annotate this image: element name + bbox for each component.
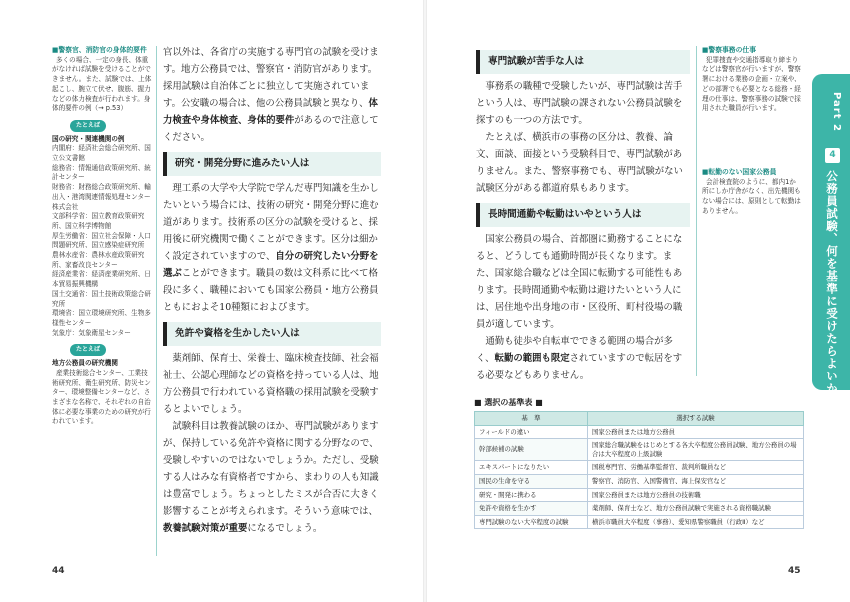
right-body [476,44,690,384]
chapter-title: 公務員試験、何を基準に受けたらよいか [825,170,839,395]
institute-list-item: 文部科学省：国立教育政策研究所、国立科学博物館 [52,212,145,230]
paragraph-specialized-exam: 事務系の職種で受験したいが、専門試験は苦手という人は、専門試験の課されない公務員試験を探すのも一つの方法です。 [476,81,683,126]
paragraph-commute: 国家公務員の場合、首都圏に勤務することになると、どうしても通勤時間が長くなります。また、国家総合職などは全国に転勤する可能性もあります。長時間通勤や転勤は避けたいという人には、居住地や出身地の市・区役所、町村役場の職員が適しています。 [476,234,683,330]
note-title-no-transfer: ■転勤のない国家公務員 [702,167,777,176]
heading-licenses: 免許や資格を生かしたい人は [163,322,381,346]
table-row [475,425,804,439]
paragraph-transfer: 通勤も徒歩や自転車でできる範囲の場合が多く、転勤の範囲も限定されていますので転居をする必要などもありません。 [476,336,683,381]
example-tag: たとえば [70,120,106,132]
table-cell-criteria: 専門試験のない大卒程度の試験 [475,515,588,529]
example-tag: たとえば [70,344,106,356]
local-institutes-body: 産業技術総合センター、工業技術研究所、衛生研究所、防災センター、環境整備センターなど、さまざまな名称で、それぞれの自治体に必要な事業のための研究が行われています。 [52,368,151,426]
table-cell-exam: 警察官、消防官、入国警備官、海上保安官など [588,474,804,488]
list-title-national-institutes: 国の研究・関連機関の例 [52,134,125,143]
institute-list-item: 気象庁：気象衛星センター [52,328,131,337]
table-cell-exam: 国家公務員または地方公務員の技術職 [588,488,804,502]
note-body-police-office: 犯罪捜査や交通指導取り締まりなどは警察官が行いますが、警察署における業務の企画・立案や、どの部署でも必要となる総務・経理の仕事は、警察事務の試験で採用された職員が行います。 [702,55,801,113]
institute-list-item: 内閣府：経済社会総合研究所、国立公文書館 [52,144,151,163]
table-row [475,474,804,488]
list-title-local-institutes: 地方公務員の研究機関 [52,359,118,368]
table-cell-criteria: フィールドの違い [475,425,588,439]
selection-criteria-table [474,411,804,529]
table-caption: ■ 選択の基準表 ■ [474,398,543,407]
chapter-number: 4 [825,148,840,163]
institute-list-item: 環境省：国立環境研究所、生物多様性センター [52,309,151,327]
table-cell-criteria: 国民の生命を守る [475,474,588,488]
paragraph-licenses: 薬剤師、保育士、栄養士、臨床検査技師、社会福祉士、公認心理師などの資格を持っている人は、地方公務員で行われている資格職の採用試験を受験するとよいでしょう。 [163,353,379,415]
table-cell-exam: 国家公務員または地方公務員 [588,425,804,439]
paragraph-yokohama: たとえば、横浜市の事務の区分は、教養、論文、面談、面接という受験科目で、専門試験がありません。また、警察事務でも、専門試験がない試験区分がある都道府県もあります。 [476,132,683,194]
institute-list-item: 厚生労働省：国立社会保障・人口問題研究所、国立感染症研究所 [52,231,151,250]
table-cell-exam: 横浜市職員大卒程度（事務）、愛知県警察職員（行政Ⅱ）など [588,515,804,529]
institute-list-item: 経済産業省：経済産業研究所、日本貿易振興機構 [52,270,151,289]
table-header-exam: 選択する試験 [588,412,804,426]
institute-list-item: 財務省：財務総合政策研究所、輸出入・港湾関連情報処理センター株式会社 [52,183,151,211]
left-sidebar [52,46,152,427]
page-number-left: 44 [52,566,65,576]
national-institutes-list [52,144,152,338]
column-divider [696,46,697,376]
table-header-criteria: 基 準 [475,412,588,426]
note-body-no-transfer: 会計検査院のように、都内1か所にしか庁舎がなく、出先機関もない場合には、原則として転勤はありません。 [702,177,801,215]
table-row [475,502,804,516]
table-cell-exam: 国税専門官、労働基準監督官、裁判所職員など [588,461,804,475]
column-divider [156,46,157,556]
note-title-police-requirements: ■警察官、消防官の身体的要件 [52,46,147,54]
table-cell-criteria: 幹部候補の試験 [475,439,588,461]
paragraph-exam-subjects: 試験科目は教養試験のほか、専門試験がありますが、保持している免許や資格に関する分野なので、受験しやすいのではないでしょうか。ただし、受験する人はみな有資格者ですから、まわりの人も知識は豊富でしょう。ちょっとしたミスが合否に大きく影響することが考えられます。そういう意味では、教養試験対策が重要になるでしょう。 [163,421,379,534]
table-row [475,461,804,475]
table-row [475,488,804,502]
table-cell-exam: 薬剤師、保育士など、地方公務員試験で実施される資格職試験 [588,502,804,516]
left-body [163,44,381,537]
table-cell-criteria: 研究・開発に携わる [475,488,588,502]
note-title-police-office: ■警察事務の仕事 [702,46,756,54]
heading-specialized-exam: 専門試験が苦手な人は [476,50,690,74]
intro-paragraph: 官以外は、各省庁の実施する専門官の試験を受けます。地方公務員では、警察官・消防官があります。採用試験は自治体ごとに独立して実施されています。公安職の場合は、他の公務員試験と異なり、体力検査や身体検査、身体的要件があるので注意してください。 [163,47,379,143]
table-header-row [475,412,804,426]
table-cell-criteria: エキスパートになりたい [475,461,588,475]
heading-commute: 長時間通勤や転勤はいやという人は [476,203,690,227]
paragraph-research: 理工系の大学や大学院で学んだ専門知識を生かしたいという場合には、技術の研究・開発分野に進む道があります。技術系の区分の試験を受けると、採用後に研究機関で働くことができます。区分は細かく設定されていますので、自分の研究したい分野を選ぶことができます。職員の数は文科系に比べて格段に多く、職種においても国家公務員・地方公務員ともにおよそ10種類におよびます。 [163,183,379,313]
institute-list-item: 総務省：情報通信政策研究所、統計センター [52,163,151,182]
institute-list-item: 国土交通省：国土技術政策総合研究所 [52,289,151,308]
part-label: Part 2 [831,92,842,132]
page-number-right: 45 [788,566,801,576]
heading-research: 研究・開発分野に進みたい人は [163,152,381,176]
table-row [475,439,804,461]
institute-list-item: 農林水産省：農林水産政策研究所、家畜改良センター [52,251,145,269]
table-cell-criteria: 免許や資格を生かす [475,502,588,516]
table-cell-exam: 国家総合職試験をはじめとする各大卒程度公務員試験、地方公務員の場合は大卒程度の上級試験 [588,439,804,461]
right-sidebar [702,46,802,216]
note-body-police-requirements: 多くの場合、一定の身長、体重がなければ試験を受けることができません。また、試験では、上体起こし、腕立て伏せ、腹筋、握力などの体力検査が行われます。身体的要件の例（→ p.53） [52,55,152,113]
book-gutter [423,0,427,602]
table-row [475,515,804,529]
